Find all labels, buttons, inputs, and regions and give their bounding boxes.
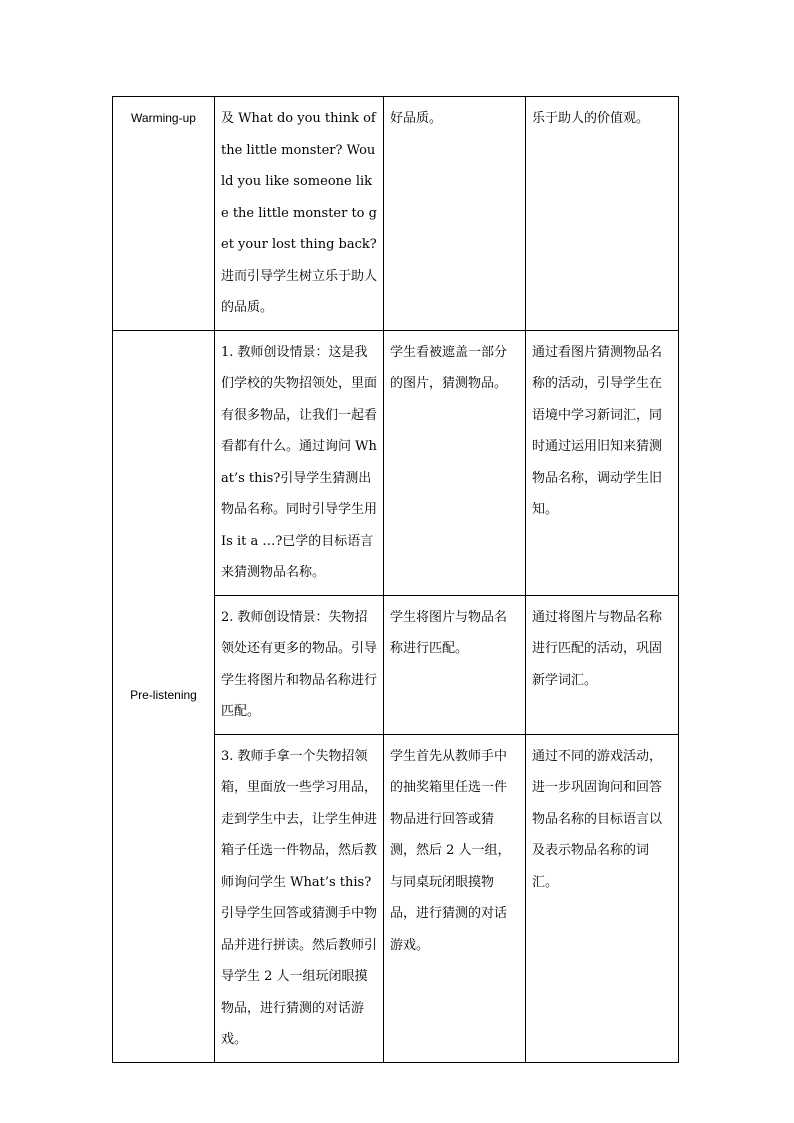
student-activity-cell: 学生首先从教师手中的抽奖箱里任选一件物品进行回答或猜测，然后 2 人一组，与同桌玩闭眼摸物品，进行猜测的对话游戏。 [384,734,526,1062]
table-row [113,330,679,595]
table-row [113,97,679,331]
teacher-activity-cell: 2. 教师创设情景：失物招领处还有更多的物品。引导学生将图片和物品名称进行匹配。 [215,595,384,734]
student-activity-cell: 学生看被遮盖一部分的图片，猜测物品。 [384,330,526,595]
stage-cell-pre-listening: Pre-listening [113,330,215,1062]
student-activity-cell: 好品质。 [384,97,526,331]
teacher-activity-cell: 3. 教师手拿一个失物招领箱，里面放一些学习用品，走到学生中去，让学生伸进箱子任选一件物品，然后教师询问学生 What’s this?引导学生回答或猜测手中物品并进行拼读。然后教师引导学生 2 人一组玩闭眼摸物品，进行猜测的对话游戏。 [215,734,384,1062]
design-purpose-cell: 乐于助人的价值观。 [526,97,679,331]
student-activity-cell: 学生将图片与物品名称进行匹配。 [384,595,526,734]
design-purpose-cell: 通过不同的游戏活动，进一步巩固询问和回答物品名称的目标语言以及表示物品名称的词汇。 [526,734,679,1062]
stage-cell-warming-up: Warming-up [113,97,215,331]
teacher-activity-cell: 1. 教师创设情景：这是我们学校的失物招领处，里面有很多物品，让我们一起看看都有什么。通过询问 What’s this?引导学生猜测出物品名称。同时引导学生用 Is it a …?已学的目标语言来猜测物品名称。 [215,330,384,595]
design-purpose-cell: 通过看图片猜测物品名称的活动，引导学生在语境中学习新词汇，同时通过运用旧知来猜测物品名称，调动学生旧知。 [526,330,679,595]
lesson-plan-table [112,96,679,1063]
design-purpose-cell: 通过将图片与物品名称进行匹配的活动，巩固新学词汇。 [526,595,679,734]
teacher-activity-cell: 及 What do you think of the little monster? Would you like someone like the little monster to get your lost thing back? 进而引导学生树立乐于助人的品质。 [215,97,384,331]
